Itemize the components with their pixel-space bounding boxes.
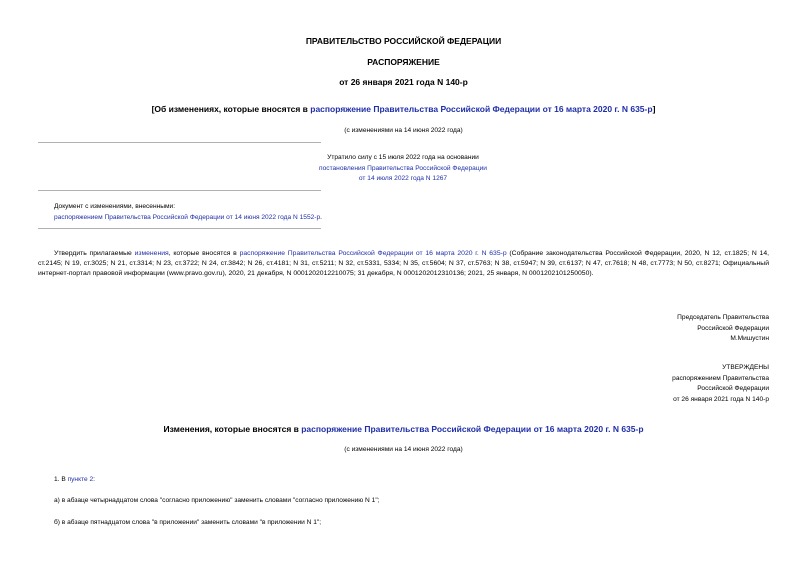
signature-block xyxy=(677,313,769,345)
org-heading: ПРАВИТЕЛЬСТВО РОССИЙСКОЙ ФЕДЕРАЦИИ xyxy=(305,36,502,46)
amended-note: (с изменениями на 14 июня 2022 года) xyxy=(344,127,463,134)
main-paragraph xyxy=(38,249,769,279)
doc-title xyxy=(0,104,807,114)
signature-line1: Председатель Правительства xyxy=(677,314,769,321)
amendments-link[interactable]: распоряжением Правительства Российской Федерации от 14 июня 2022 года N 1552-р xyxy=(54,214,321,221)
void-notice-text: Утратило силу с 15 июля 2022 года на основании xyxy=(327,154,479,161)
changes-title-link[interactable]: распоряжение Правительства Российской Федерации от 16 марта 2020 г. N 635-р xyxy=(301,424,644,434)
p1-mid: , которые вносятся в xyxy=(168,250,240,257)
p1-link-changes[interactable]: изменения xyxy=(134,250,169,257)
doc-title-open: [Об изменениях, которые вносятся в xyxy=(151,104,311,114)
approved-line3: Российской Федерации xyxy=(697,385,769,392)
doc-date-number: от 26 января 2021 года N 140-р xyxy=(339,77,468,87)
void-notice xyxy=(243,153,563,185)
approved-block xyxy=(672,363,769,405)
item-1-start: 1. В xyxy=(54,476,68,483)
item-1 xyxy=(54,476,95,483)
approved-line4: от 26 января 2021 года N 140-р xyxy=(673,395,769,403)
item-1-link[interactable]: пункте 2 xyxy=(67,476,94,483)
item-1-end: : xyxy=(93,476,95,483)
void-notice-link-line1[interactable]: постановления Правительства Российской Федерации xyxy=(319,164,487,172)
signature-line3: М.Мишустин xyxy=(730,335,769,342)
doc-title-link[interactable]: распоряжение Правительства Российской Федерации от 16 марта 2020 г. N 635-р xyxy=(310,104,653,114)
p1-link-order[interactable]: распоряжение Правительства Российской Федерации от 16 марта 2020 г. N 635-р xyxy=(239,250,507,257)
divider xyxy=(38,142,321,143)
amendments-label: Документ с изменениями, внесенными: xyxy=(54,203,176,210)
divider xyxy=(38,190,321,191)
divider xyxy=(38,228,321,229)
approved-line1: УТВЕРЖДЕНЫ xyxy=(722,364,769,371)
changes-title-start: Изменения, которые вносятся в xyxy=(163,424,302,434)
amendments-tail: . xyxy=(320,214,322,221)
p1-rest: (Собрание законодательства Российской Федерации, 2020, N 12, ст.1825; N 14, ст.2145; N 19, ст.3025; N 21, ст.3314; N 23, ст.3722; N 24, ст.3842; N 26, ст.4181; N 31, ст.5211; N 32, ст.5331, 5334; N 35, ст.5604; N 37, ст.5763; N 38, ст.5947; N 39, ст.6137; N 47, ст.7618; N 48, ст.7773; N 50, ст.8271; Официальный интернет-портал правовой информации (www.pravo.gov.ru), 2020, 21 декабря, N 0001202012210075; 31 декабря, N 0001202012310136; 2021, 25 января, N 0001202101250050). xyxy=(38,250,769,277)
item-b: б) в абзаце пятнадцатом слова "в приложении" заменить словами "в приложении N 1"; xyxy=(54,519,322,526)
doc-title-close: ] xyxy=(652,104,656,114)
p1-start: Утвердить прилагаемые xyxy=(54,250,135,257)
signature-line2: Российской Федерации xyxy=(697,324,769,332)
item-a: а) в абзаце четырнадцатом слова "согласно приложению" заменить словами "согласно приложению N 1"; xyxy=(54,497,380,504)
doc-type-heading: РАСПОРЯЖЕНИЕ xyxy=(367,57,440,67)
changes-amended-note: (с изменениями на 14 июня 2022 года) xyxy=(344,446,463,453)
void-notice-link-line2[interactable]: от 14 июля 2022 года N 1267 xyxy=(358,175,448,182)
changes-title xyxy=(0,424,807,434)
amendments-block xyxy=(54,201,322,223)
approved-line2: распоряжением Правительства xyxy=(672,374,769,382)
